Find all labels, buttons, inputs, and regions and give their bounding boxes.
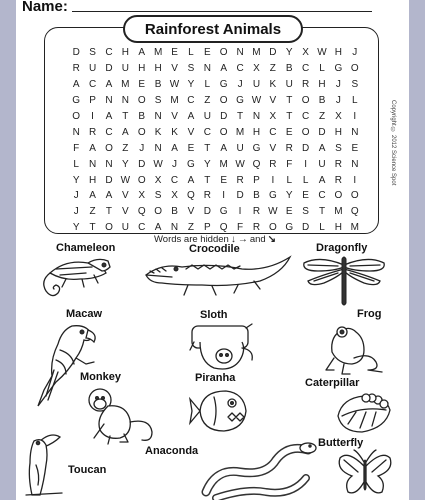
grid-letter[interactable]: O — [334, 190, 343, 202]
label-frog: Frog — [357, 308, 382, 320]
grid-letter[interactable]: A — [105, 111, 113, 122]
grid-letter[interactable]: L — [302, 174, 309, 186]
grid-letter[interactable]: V — [122, 206, 129, 218]
grid-letter[interactable]: L — [319, 222, 325, 234]
grid-letter[interactable]: Z — [269, 63, 276, 75]
grid-letter[interactable]: I — [304, 158, 308, 170]
grid-letter[interactable]: M — [235, 126, 245, 138]
grid-letter[interactable]: O — [105, 222, 113, 234]
grid-letter[interactable]: V — [171, 111, 178, 122]
grid-letter[interactable]: L — [352, 95, 358, 107]
grid-letter[interactable]: E — [302, 190, 309, 202]
anaconda-illustration — [196, 428, 320, 500]
arrow-down-icon: ↓ — [230, 234, 236, 245]
grid-letter[interactable]: U — [121, 222, 129, 234]
grid-letter[interactable]: M — [121, 79, 130, 91]
grid-letter[interactable]: W — [169, 79, 180, 91]
chameleon-illustration — [36, 253, 116, 309]
label-toucan: Toucan — [68, 464, 107, 476]
grid-letter[interactable]: I — [238, 206, 242, 218]
grid-letter[interactable]: J — [335, 79, 341, 91]
grid-letter[interactable]: V — [269, 95, 277, 107]
grid-letter[interactable]: I — [353, 111, 357, 122]
grid-letter[interactable]: P — [203, 222, 211, 234]
toucan-illustration — [22, 425, 76, 500]
grid-letter[interactable]: S — [187, 63, 195, 75]
grid-letter[interactable]: G — [236, 95, 244, 107]
grid-letter[interactable]: J — [352, 47, 358, 59]
grid-letter[interactable]: A — [187, 174, 195, 186]
grid-letter[interactable]: M — [334, 206, 343, 218]
grid-letter[interactable]: M — [219, 158, 228, 170]
grid-letter[interactable]: R — [269, 158, 277, 170]
grid-letter[interactable]: D — [269, 47, 277, 59]
grid-letter[interactable]: J — [172, 158, 178, 170]
grid-letter[interactable]: C — [236, 63, 244, 75]
grid-letter[interactable]: O — [137, 95, 146, 107]
grid-letter[interactable]: I — [222, 190, 226, 202]
grid-letter[interactable]: C — [187, 95, 195, 107]
grid-letter[interactable]: M — [170, 95, 179, 107]
grid-letter[interactable]: L — [73, 158, 79, 170]
grid-letter[interactable]: Z — [89, 206, 96, 218]
grid-letter[interactable]: Q — [350, 206, 359, 218]
grid-letter[interactable]: P — [89, 95, 96, 107]
label-butterfly: Butterfly — [318, 437, 364, 449]
grid-letter[interactable]: B — [171, 206, 178, 218]
grid-letter[interactable]: E — [285, 126, 293, 138]
grid-letter[interactable]: U — [88, 63, 97, 75]
grid-letter[interactable]: U — [236, 142, 244, 154]
grid-letter[interactable]: W — [120, 174, 131, 186]
grid-letter[interactable]: Y — [72, 174, 80, 186]
hint-text: Words are hidden — [154, 234, 229, 245]
grid-letter[interactable]: H — [334, 47, 343, 59]
grid-letter[interactable]: D — [302, 222, 310, 234]
caterpillar-illustration — [332, 388, 394, 438]
grid-letter[interactable]: X — [269, 111, 277, 122]
grid-letter[interactable]: V — [187, 206, 195, 218]
grid-letter[interactable]: I — [353, 174, 357, 186]
grid-letter[interactable]: G — [268, 190, 277, 202]
grid-letter[interactable]: T — [286, 111, 293, 122]
grid-letter[interactable]: A — [171, 142, 178, 154]
grid-letter[interactable]: C — [302, 111, 310, 122]
grid-letter[interactable]: A — [220, 142, 228, 154]
letter-grid — [68, 45, 363, 236]
grid-letter[interactable]: E — [187, 142, 195, 154]
grid-letter[interactable]: G — [334, 63, 343, 75]
grid-letter[interactable]: A — [105, 79, 113, 91]
grid-letter[interactable]: C — [318, 190, 326, 202]
grid-letter[interactable]: A — [220, 63, 228, 75]
grid-letter[interactable]: N — [72, 126, 80, 138]
grid-letter[interactable]: K — [154, 126, 162, 138]
grid-letter[interactable]: M — [252, 47, 261, 59]
grid-letter[interactable]: C — [105, 126, 113, 138]
copyright-note: Copyright © 2012 Science Spot — [390, 100, 396, 186]
grid-letter[interactable]: O — [350, 63, 359, 75]
grid-letter[interactable]: V — [171, 63, 178, 75]
grid-letter[interactable]: O — [268, 222, 277, 234]
grid-letter[interactable]: J — [237, 79, 243, 91]
grid-letter[interactable]: N — [236, 47, 244, 59]
grid-letter[interactable]: N — [154, 111, 162, 122]
grid-letter[interactable]: V — [269, 142, 277, 154]
grid-letter[interactable]: X — [171, 190, 178, 202]
grid-letter[interactable]: S — [154, 95, 162, 107]
grid-letter[interactable]: Q — [187, 190, 195, 202]
grid-letter[interactable]: D — [105, 63, 113, 75]
grid-letter[interactable]: H — [334, 126, 343, 138]
grid-letter[interactable]: A — [89, 190, 96, 202]
label-sloth: Sloth — [200, 309, 228, 321]
grid-letter[interactable]: A — [318, 142, 326, 154]
grid-letter[interactable]: O — [219, 47, 228, 59]
grid-letter[interactable]: Y — [187, 79, 195, 91]
grid-letter[interactable]: E — [285, 206, 293, 218]
grid-letter[interactable]: T — [286, 95, 293, 107]
grid-letter[interactable]: D — [105, 174, 113, 186]
butterfly-illustration — [334, 448, 396, 500]
grid-letter[interactable]: Y — [122, 158, 129, 170]
grid-letter[interactable]: N — [203, 63, 211, 75]
grid-letter[interactable]: N — [252, 111, 261, 122]
grid-letter[interactable]: Z — [187, 222, 194, 234]
grid-letter[interactable]: J — [139, 142, 145, 154]
label-macaw: Macaw — [66, 308, 103, 320]
grid-letter[interactable]: E — [203, 47, 211, 59]
grid-letter[interactable]: Q — [252, 158, 261, 170]
grid-letter[interactable]: L — [319, 63, 325, 75]
grid-letter[interactable]: G — [187, 158, 195, 170]
grid-letter[interactable]: R — [72, 63, 80, 75]
grid-letter[interactable]: H — [154, 63, 162, 75]
label-caterpillar: Caterpillar — [305, 377, 360, 389]
grid-letter[interactable]: G — [219, 79, 228, 91]
grid-letter[interactable]: R — [302, 79, 310, 91]
grid-letter[interactable]: A — [105, 190, 113, 202]
grid-letter[interactable]: E — [171, 47, 178, 59]
grid-letter[interactable]: I — [91, 111, 94, 122]
grid-letter[interactable]: B — [154, 79, 162, 91]
grid-letter[interactable]: A — [72, 79, 80, 91]
grid-letter[interactable]: R — [252, 206, 261, 218]
grid-letter[interactable]: R — [252, 222, 261, 234]
grid-letter[interactable]: G — [219, 206, 228, 218]
grid-letter[interactable]: W — [317, 47, 327, 59]
grid-letter[interactable]: A — [318, 174, 326, 186]
name-underline[interactable] — [72, 10, 372, 12]
grid-letter[interactable]: S — [154, 190, 162, 202]
grid-letter[interactable]: U — [285, 79, 293, 91]
dragonfly-illustration — [298, 253, 390, 309]
grid-letter[interactable]: I — [271, 174, 275, 186]
grid-letter[interactable]: C — [302, 63, 310, 75]
grid-letter[interactable]: L — [204, 79, 211, 91]
grid-letter[interactable]: X — [154, 174, 162, 186]
grid-letter[interactable]: N — [105, 95, 113, 107]
grid-letter[interactable]: A — [122, 126, 129, 138]
grid-letter[interactable]: O — [350, 190, 359, 202]
grid-letter[interactable]: C — [138, 222, 146, 234]
grid-letter[interactable]: Z — [318, 111, 326, 122]
grid-letter[interactable]: D — [236, 190, 244, 202]
grid-letter[interactable]: W — [251, 95, 262, 107]
grid-letter[interactable]: G — [285, 222, 294, 234]
grid-letter[interactable]: T — [105, 206, 113, 218]
label-crocodile: Crocodile — [189, 243, 240, 255]
grid-letter[interactable]: C — [269, 126, 277, 138]
grid-letter[interactable]: Y — [72, 222, 80, 234]
grid-letter[interactable]: W — [268, 206, 278, 218]
grid-letter[interactable]: C — [88, 79, 97, 91]
grid-letter[interactable]: A — [89, 142, 96, 154]
grid-letter[interactable]: A — [138, 47, 146, 59]
grid-letter[interactable]: H — [121, 47, 129, 59]
grid-letter[interactable]: N — [154, 142, 162, 154]
grid-letter[interactable]: D — [302, 142, 310, 154]
grid-letter[interactable]: S — [335, 142, 342, 154]
grid-letter[interactable]: O — [301, 95, 310, 107]
grid-letter[interactable]: N — [121, 95, 129, 107]
name-label: Name: — [22, 0, 68, 15]
hint-and: and — [249, 234, 266, 245]
grid-letter[interactable]: U — [203, 111, 211, 122]
grid-letter[interactable]: Z — [204, 95, 211, 107]
grid-letter[interactable]: V — [187, 126, 195, 138]
grid-letter[interactable]: T — [204, 174, 211, 186]
grid-letter[interactable]: C — [105, 47, 113, 59]
grid-letter[interactable]: F — [237, 222, 244, 234]
arrow-right-icon: → — [237, 234, 248, 245]
grid-letter[interactable]: J — [335, 95, 341, 107]
label-monkey: Monkey — [80, 371, 121, 383]
monkey-illustration — [80, 384, 160, 446]
grid-letter[interactable]: B — [253, 190, 260, 202]
grid-letter[interactable]: M — [153, 47, 163, 59]
grid-letter[interactable]: C — [170, 174, 179, 186]
label-anaconda: Anaconda — [145, 445, 199, 457]
grid-letter[interactable]: B — [318, 95, 326, 107]
grid-letter[interactable]: H — [138, 63, 146, 75]
grid-letter[interactable]: W — [153, 158, 163, 170]
grid-letter[interactable]: O — [105, 142, 113, 154]
grid-letter[interactable]: T — [237, 111, 244, 122]
grid-letter[interactable]: O — [137, 126, 146, 138]
grid-letter[interactable]: N — [351, 158, 359, 170]
grid-letter[interactable]: N — [170, 222, 179, 234]
grid-letter[interactable]: N — [351, 126, 359, 138]
grid-letter[interactable]: R — [285, 142, 293, 154]
arrow-diagonal-icon: ↘ — [267, 234, 277, 245]
grid-letter[interactable]: T — [204, 142, 211, 154]
grid-letter[interactable]: D — [138, 158, 146, 170]
grid-letter[interactable]: N — [105, 158, 113, 170]
grid-letter[interactable]: X — [253, 63, 260, 75]
grid-letter[interactable]: K — [171, 126, 178, 138]
grid-letter[interactable]: L — [188, 47, 194, 59]
grid-letter[interactable]: Q — [219, 222, 228, 234]
grid-letter[interactable]: S — [89, 47, 96, 59]
grid-letter[interactable]: X — [302, 47, 309, 59]
grid-letter[interactable]: P — [253, 174, 260, 186]
grid-letter[interactable]: N — [88, 158, 97, 170]
label-piranha: Piranha — [195, 372, 236, 384]
grid-letter[interactable]: D — [220, 111, 228, 122]
grid-letter[interactable]: R — [334, 174, 343, 186]
grid-letter[interactable]: S — [302, 206, 309, 218]
grid-letter[interactable]: B — [285, 63, 293, 75]
grid-letter[interactable]: X — [335, 111, 342, 122]
puzzle-title: Rainforest Animals — [123, 15, 303, 43]
grid-letter[interactable]: T — [318, 206, 326, 218]
grid-letter[interactable]: T — [89, 222, 96, 234]
grid-letter[interactable]: T — [122, 111, 129, 122]
grid-letter[interactable]: E — [220, 174, 228, 186]
grid-letter[interactable]: Y — [285, 190, 293, 202]
grid-letter[interactable]: B — [138, 111, 146, 122]
grid-letter[interactable]: X — [138, 190, 146, 202]
grid-letter[interactable]: W — [235, 158, 245, 170]
crocodile-illustration — [142, 253, 294, 299]
label-dragonfly: Dragonfly — [316, 242, 368, 254]
grid-letter[interactable]: H — [318, 79, 326, 91]
grid-letter[interactable]: O — [301, 126, 310, 138]
grid-letter[interactable]: G — [72, 95, 81, 107]
grid-letter[interactable]: R — [88, 126, 97, 138]
grid-letter[interactable]: E — [351, 142, 359, 154]
grid-letter[interactable]: F — [73, 142, 80, 154]
grid-letter[interactable]: O — [154, 206, 163, 218]
sloth-illustration — [186, 320, 258, 376]
grid-letter[interactable]: J — [73, 190, 79, 202]
grid-letter[interactable]: H — [334, 222, 343, 234]
grid-letter[interactable]: H — [252, 126, 261, 138]
grid-letter[interactable]: Y — [203, 158, 211, 170]
grid-letter[interactable]: R — [236, 174, 244, 186]
grid-letter[interactable]: F — [286, 158, 293, 170]
label-chameleon: Chameleon — [56, 242, 116, 254]
grid-letter[interactable]: E — [138, 79, 146, 91]
grid-letter[interactable]: O — [219, 126, 228, 138]
worksheet-page — [16, 0, 409, 500]
grid-letter[interactable]: D — [203, 206, 211, 218]
grid-letter[interactable]: L — [286, 174, 293, 186]
grid-letter[interactable]: O — [219, 95, 228, 107]
grid-letter[interactable]: K — [269, 79, 277, 91]
grid-letter[interactable]: H — [88, 174, 97, 186]
frog-illustration — [320, 322, 388, 378]
grid-letter[interactable]: O — [72, 111, 81, 122]
grid-letter[interactable]: O — [137, 174, 146, 186]
grid-letter[interactable]: G — [252, 142, 261, 154]
grid-letter[interactable]: J — [73, 206, 79, 218]
grid-letter[interactable]: M — [350, 222, 359, 234]
grid-letter[interactable]: D — [72, 47, 80, 59]
grid-letter[interactable]: V — [122, 190, 129, 202]
grid-letter[interactable]: D — [318, 126, 326, 138]
grid-letter[interactable]: Z — [122, 142, 129, 154]
grid-letter[interactable]: S — [351, 79, 359, 91]
grid-letter[interactable]: R — [203, 190, 211, 202]
grid-letter[interactable]: Q — [137, 206, 146, 218]
name-field — [22, 0, 372, 15]
grid-letter[interactable]: A — [187, 111, 195, 122]
grid-letter[interactable]: U — [252, 79, 261, 91]
grid-letter[interactable]: C — [203, 126, 211, 138]
grid-letter[interactable]: U — [121, 63, 129, 75]
grid-letter[interactable]: Y — [285, 47, 293, 59]
grid-letter[interactable]: A — [154, 222, 162, 234]
grid-letter[interactable]: U — [318, 158, 326, 170]
grid-letter[interactable]: R — [334, 158, 343, 170]
